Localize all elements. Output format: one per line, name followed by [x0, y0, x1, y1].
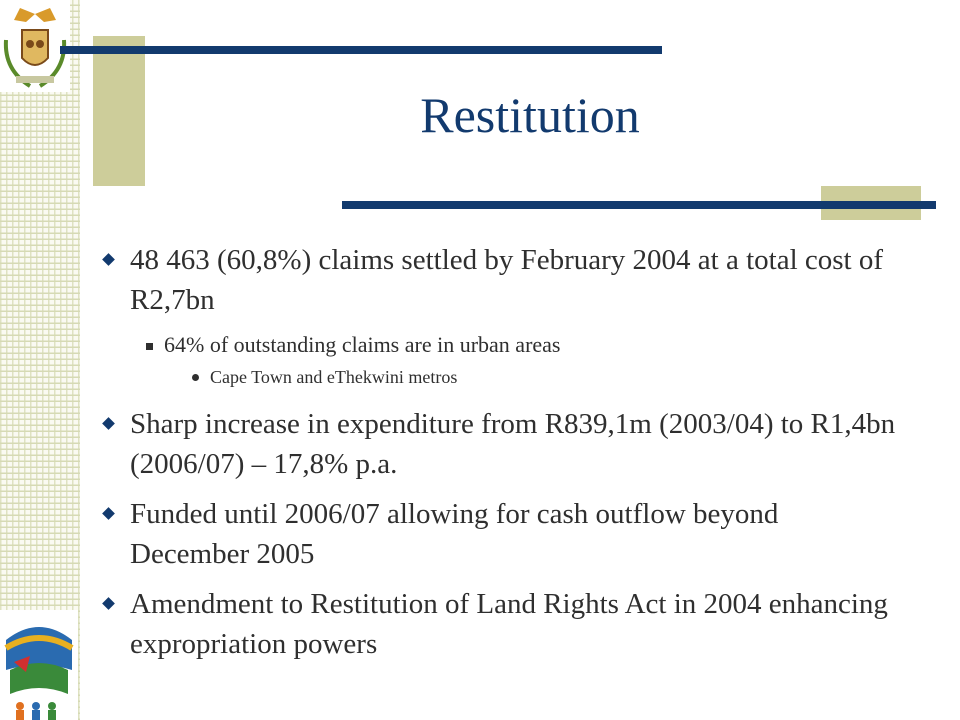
diamond-bullet-icon — [102, 597, 115, 610]
ten-years-of-freedom-logo — [0, 610, 78, 720]
sub-sub-bullet-metros — [100, 364, 900, 390]
decorative-navy-line-bottom — [342, 201, 936, 209]
bullet-claims-settled — [100, 240, 900, 320]
diamond-bullet-icon — [102, 253, 115, 266]
bullet-text: Cape Town and eThekwini metros — [210, 367, 458, 387]
bullet-funding — [100, 494, 900, 574]
slide-title: Restitution — [420, 87, 640, 143]
bullet-expenditure-increase — [100, 404, 900, 484]
bullet-text: Funded until 2006/07 allowing for cash outflow beyond December 2005 — [130, 498, 779, 570]
bullet-text: Amendment to Restitution of Land Rights Act in 2004 enhancing expropriation powers — [130, 588, 888, 660]
sub-bullet-urban-claims — [100, 330, 900, 360]
bullet-amendment — [100, 584, 900, 664]
bullet-text: Sharp increase in expenditure from R839,1m (2003/04) to R1,4bn (2006/07) – 17,8% p.a. — [130, 408, 896, 480]
square-bullet-icon — [146, 343, 153, 350]
decorative-navy-line-top — [60, 46, 662, 54]
diamond-bullet-icon — [102, 417, 115, 430]
bullet-list — [100, 240, 900, 674]
diamond-bullet-icon — [102, 507, 115, 520]
bullet-text: 48 463 (60,8%) claims settled by February 2004 at a total cost of R2,7bn — [130, 244, 884, 316]
bullet-text: 64% of outstanding claims are in urban areas — [164, 332, 561, 357]
decorative-olive-block-left — [93, 36, 145, 186]
dot-bullet-icon — [192, 374, 199, 381]
